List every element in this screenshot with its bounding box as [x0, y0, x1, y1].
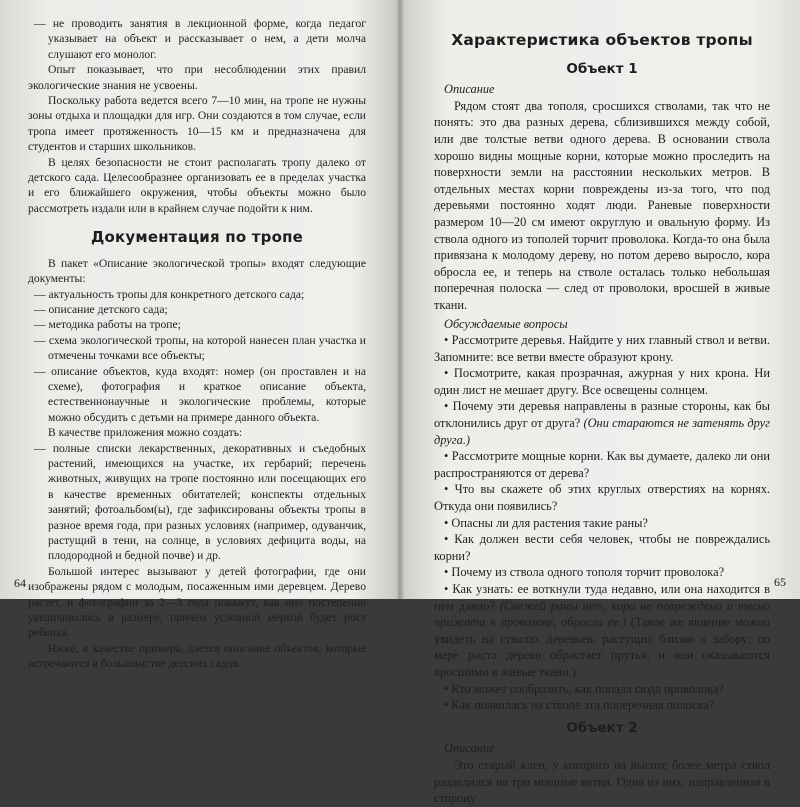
list-item: — методика работы на тропе;	[34, 318, 181, 332]
list-item: — описание объектов, куда входят: номер (он проставлен и на схеме), фотография и краткое описание объекта, естественнонаучные и экологические проблемы, которые можно обсудить с детьми на примере данного объекта.	[34, 364, 366, 424]
section-heading: Документация по тропе	[90, 228, 304, 247]
list-item: — описание детского сада;	[34, 302, 168, 316]
question-item: • Кто может сообразить, как попала сюда проволока?	[444, 681, 724, 696]
object-2-title: Объект 2	[566, 719, 638, 736]
question-item: • Как появилась на стволе эта поперечная полоска?	[444, 698, 715, 713]
question-item: • Опасны ли для растения такие раны?	[444, 515, 648, 530]
question-item: • Как должен вести себя человек, чтобы не повреждались корни?	[434, 532, 770, 563]
question-item: • Почему из ствола одного тополя торчит проволока?	[444, 565, 725, 580]
note-text: (Такое же явление можно увидеть на стволах деревьев, растущих близко к забору; по мере роста дерево обрастает прутья, и они оказываются вросшими в живые ткани.)	[434, 615, 770, 679]
answer-text: (Они стараются не затенять друг друга.)	[434, 416, 770, 447]
paragraph: Большой интерес вызывают у детей фотографии, где они изображены рядом с молодым, посаженным ими деревцем. Дерево растет, и фотографии за 2—3 года покажут, как оно постепенно увеличивалось в размере, причем условной меркой будет рост ребенка.	[28, 564, 366, 640]
list-item: — полные списки лекарственных, декоративных и съедобных растений, имеющихся на участке, их гербарий; перечень животных, живущих на тропе постоянно или посещающих его в качестве временных обитателей; конспекты отдельных занятий; фотоальбом(ы), где зафиксированы объекты тропы в разное время года, при разных условиях (например, одуванчик, растущий в тени, на солнце, в условиях дефицита воды, на плодородной и бедной почве) и др.	[34, 441, 366, 563]
list-item: — актуальность тропы для конкретного детского сада;	[34, 287, 305, 301]
description-label: Описание	[444, 741, 495, 756]
paragraph: Поскольку работа ведется всего 7—10 мин, на тропе не нужны зоны отдыха и площадки для игр. Они создаются в том случае, если тропа имеет протяженность 10—15 км и предназначена для студентов и старших школьников.	[28, 94, 366, 154]
questions-label: Обсуждаемые вопросы	[444, 316, 568, 331]
question-item	[434, 581, 770, 681]
page-number-left: 64	[14, 575, 26, 590]
question-text: • Как узнать: ее воткнули туда недавно, или она находится в нем давно?	[434, 582, 770, 613]
paragraph: В качестве приложения можно создать:	[48, 426, 243, 440]
page-number-right: 65	[774, 575, 786, 590]
question-item: • Рассмотрите деревья. Найдите у них главный ствол и ветви. Запомните: все ветви вместе образуют крону.	[434, 333, 770, 364]
paragraph: — не проводить занятия в лекционной форме, когда педагог указывает на объект и рассказывает о нем, а дети молча слушают его монолог.	[34, 17, 366, 61]
right-page	[402, 0, 800, 806]
paragraph: Ниже, в качестве примера, дается описание объектов, которые встречаются в большинстве детских садов.	[28, 641, 366, 671]
paragraph: В пакет «Описание экологической тропы» входят следующие документы:	[28, 256, 366, 286]
list-item: — схема экологической тропы, на которой нанесен план участка и отмечены точками все объекты;	[34, 333, 366, 363]
answer-text: (Свежей раны нет, кора не повреждена и тесно прижата к проволоке, обросла ее.)	[434, 598, 770, 630]
paragraph: В целях безопасности не стоит располагать тропу далеко от детского сада. Целесообразнее организовать ее в пределах участка и его ближайшего окружения, чтобы объекты можно было рассмотреть издали или в крайнем случае подойти к ним.	[28, 155, 366, 215]
left-page	[0, 0, 400, 671]
question-text: • Почему эти деревья направлены в разные стороны, как бы отклонились друг от друга?	[434, 399, 770, 431]
object-1-description: Рядом стоят два тополя, сросшихся стволами, так что не понять: это два разных дерева, сблизившихся между собой, или две толстые ветви одного дерева. В основании ствола хорошо видны мощные корни, которые можно проследить на поверхности земли на расстоянии нескольких метров. В отдельных местах корни повреждены из-за того, что под деревьями постоянно ходят люди. Раневые поверхности размером 10—20 см имеют округлую и овальную форму. Из ствола одного из тополей торчит проволока. Когда-то она была привязана к молодому дереву, но потом дерево выросло, кора обросла ее, и теперь на стволе осталась только небольшая поперечная полоска — след от проволоки, вросшей в живые ткани.	[434, 98, 770, 312]
description-label: Описание	[444, 82, 495, 97]
object-1-title: Объект 1	[566, 60, 638, 77]
question-item: • Что вы скажете об этих круглых отверстиях на корнях. Откуда они появились?	[434, 482, 770, 514]
question-item	[434, 398, 770, 448]
paragraph: Опыт показывает, что при несоблюдении этих правил экологические знания не усвоены.	[28, 63, 366, 92]
object-2-description: Это старый клен, у которого на высоте более метра ствол разделился на три мощные ветви. Одна из них, направленная в сторону	[434, 757, 770, 806]
question-item: • Рассмотрите мощные корни. Как вы думаете, далеко ли они распространяются от дерева?	[434, 449, 770, 480]
question-item: • Посмотрите, какая прозрачная, ажурная у них крона. Ни один лист не мешает другу. Все освещены солнцем.	[434, 366, 770, 397]
chapter-heading: Характеристика объектов тропы	[451, 31, 753, 49]
